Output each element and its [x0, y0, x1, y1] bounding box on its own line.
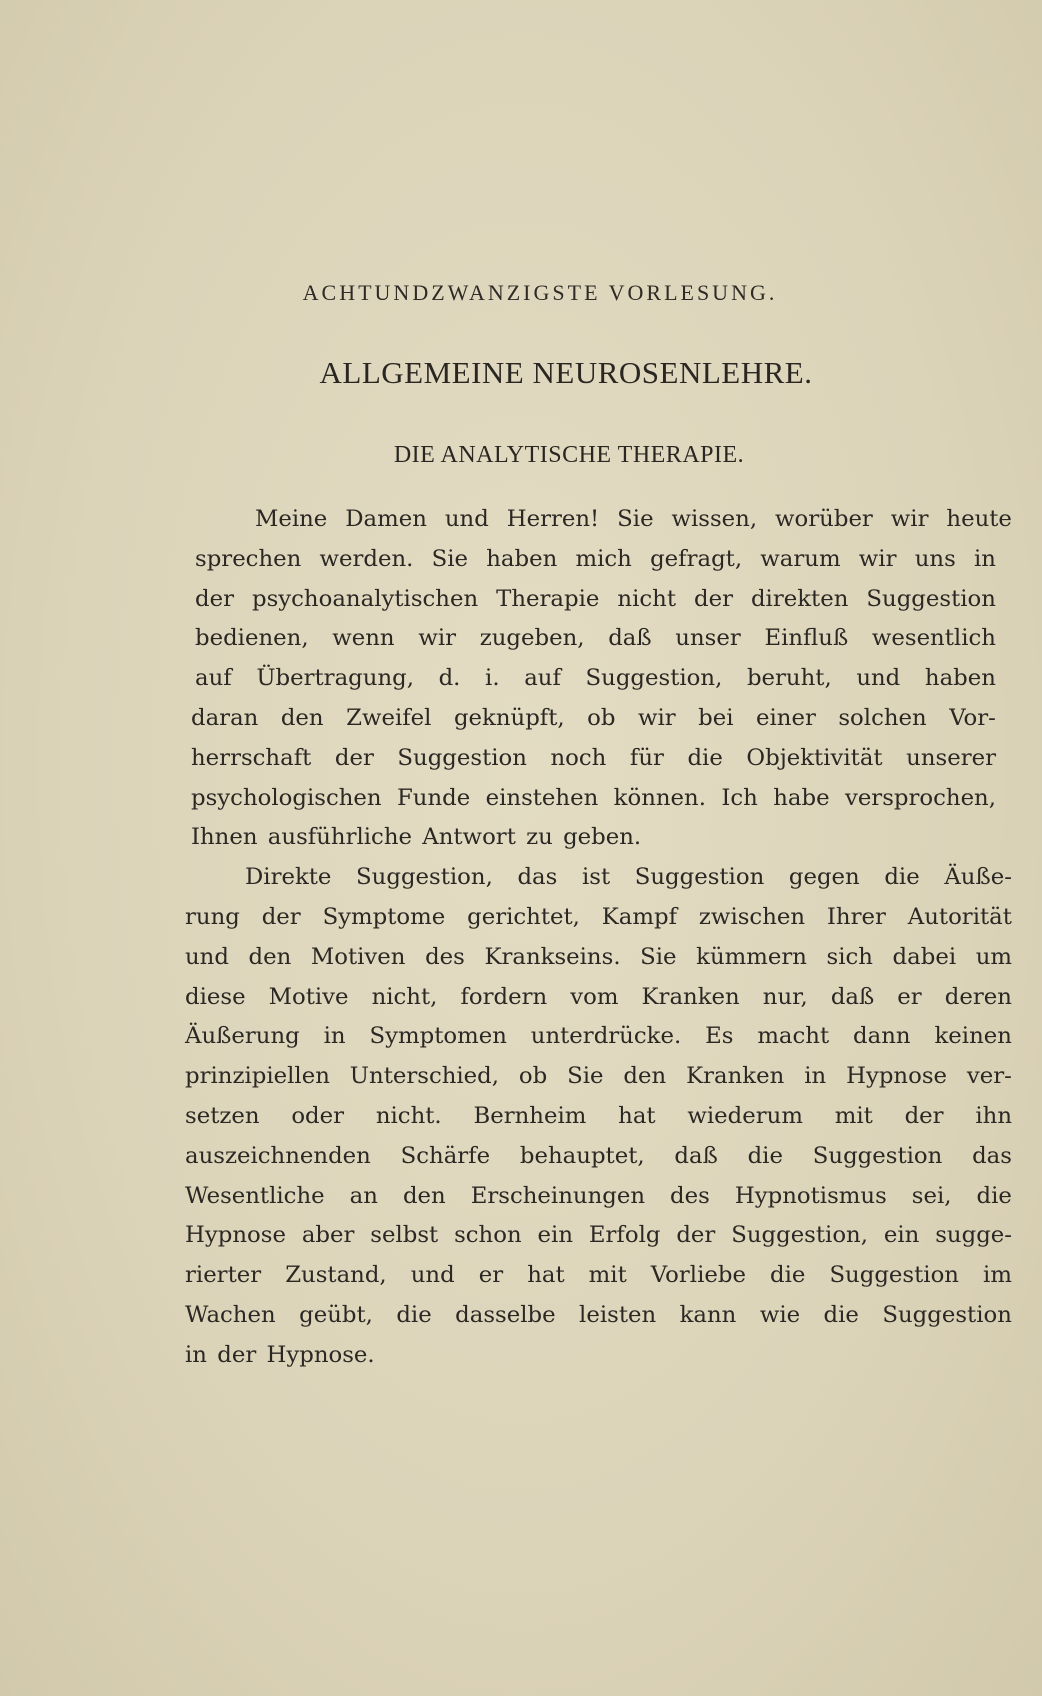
body-text — [185, 500, 1012, 1376]
text-line: Äußerung in Symptomen unterdrücke. Es macht dann keinen — [185, 1023, 1012, 1050]
text-line: auszeichnenden Schärfe behauptet, daß die Suggestion das — [185, 1142, 1012, 1169]
text-line: Meine Damen und Herren! Sie wissen, worüber wir heute — [255, 506, 1012, 532]
text-line: psychologischen Funde einstehen können. Ich habe versprochen, — [191, 784, 996, 811]
text-line: auf Übertragung, d. i. auf Suggestion, beruht, und haben — [195, 665, 996, 692]
text-line: und den Motiven des Krankseins. Sie kümmern sich dabei um — [185, 943, 1012, 970]
text-line: Ihnen ausführliche Antwort zu geben. — [191, 824, 642, 851]
text-line: in der Hypnose. — [185, 1341, 375, 1368]
text-line: der psychoanalytischen Therapie nicht der direkten Suggestion — [195, 585, 996, 612]
text-line: bedienen, wenn wir zugeben, daß unser Einfluß wesentlich — [195, 625, 996, 652]
text-line: sprechen werden. Sie haben mich gefragt, warum wir uns in — [195, 545, 996, 572]
text-line: Wesentliche an den Erscheinungen des Hypnotismus sei, die — [185, 1182, 1012, 1209]
text-line: Wachen geübt, die dasselbe leisten kann wie die Suggestion — [185, 1301, 1012, 1328]
text-line: setzen oder nicht. Bernheim hat wiederum mit der ihn — [185, 1102, 1012, 1129]
text-line: daran den Zweifel geknüpft, ob wir bei einer solchen Vor- — [191, 704, 996, 731]
text-line: prinzipiellen Unterschied, ob Sie den Kranken in Hypnose ver- — [185, 1063, 1012, 1090]
chapter-title: ALLGEMEINE NEUROSENLEHRE. — [319, 355, 813, 390]
chapter-subtitle: DIE ANALYTISCHE THERAPIE. — [393, 442, 745, 468]
text-line: herrschaft der Suggestion noch für die Objektivität unserer — [191, 744, 996, 771]
text-line: Hypnose aber selbst schon ein Erfolg der Suggestion, ein sugge- — [185, 1222, 1012, 1249]
text-line: rung der Symptome gerichtet, Kampf zwischen Ihrer Autorität — [185, 903, 1012, 930]
text-line: diese Motive nicht, fordern vom Kranken nur, daß er deren — [185, 983, 1012, 1010]
lecture-number-heading: ACHTUNDZWANZIGSTE VORLESUNG. — [302, 280, 778, 305]
text-line: rierter Zustand, und er hat mit Vorliebe die Suggestion im — [185, 1262, 1012, 1289]
text-line: Direkte Suggestion, das ist Suggestion gegen die Äuße- — [245, 864, 1012, 891]
